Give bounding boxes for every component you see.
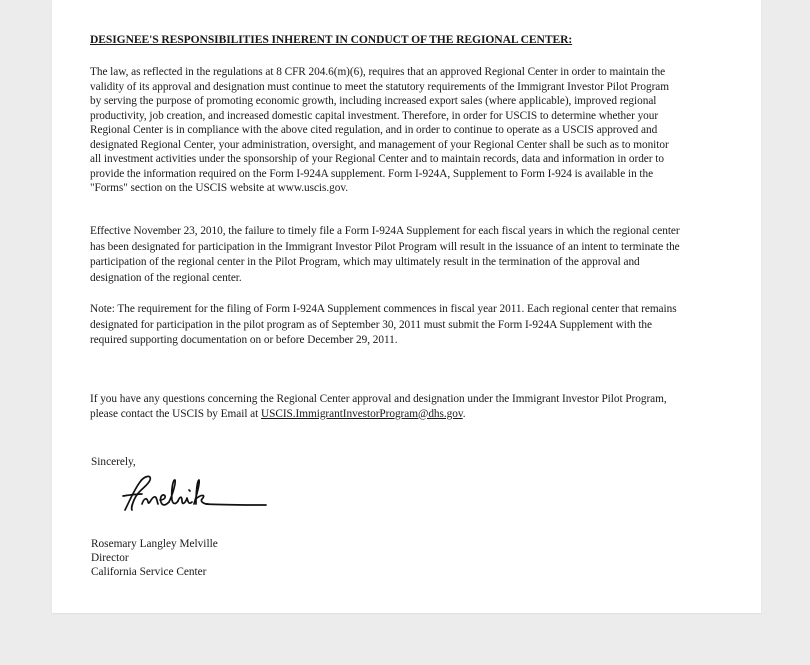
document-page	[52, 0, 761, 613]
paragraph-contact	[90, 392, 680, 421]
email-link[interactable]: USCIS.ImmigrantInvestorProgram@dhs.gov	[261, 407, 463, 420]
contact-text-end: .	[462, 407, 466, 420]
section-heading: DESIGNEE'S RESPONSIBILITIES INHERENT IN CONDUCT OF THE REGIONAL CENTER:	[90, 33, 573, 46]
signature-block	[91, 537, 218, 580]
closing-salutation: Sincerely,	[91, 456, 136, 468]
paragraph-regulation: The law, as reflected in the regulations at 8 CFR 204.6(m)(6), requires that an approved Regional Center in order to maintain the validity of its approval and designation must continue to meet the statutory requirements of the Immigrant Investor Pilot Program by serving the purpose of promoting economic growth, including increased export sales (where applicable), improved regional productivity, job creation, and increased domestic capital investment. Therefore, in order for USCIS to determine whether your Regional Center is in compliance with the above cited regulation, and in order to continue to operate as a USCIS approved and designated Regional Center, your administration, oversight, and management of your Regional Center shall be such as to monitor all investment activities under the sponsorship of your Regional Center and to maintain records, data and information in order to provide the information required on the Form I-924A supplement. Form I-924A, Supplement to Form I-924 is available in the "Forms" section on the USCIS website at www.uscis.gov.	[90, 66, 669, 194]
contact-text: If you have any questions concerning the Regional Center approval and designation under the Immigrant Investor Pilot Program, please contact the USCIS by Email at	[90, 393, 667, 420]
signatory-name: Rosemary Langley Melville	[91, 538, 218, 550]
handwritten-signature-icon	[120, 470, 270, 518]
signatory-title: Director	[91, 552, 129, 565]
paragraph-effective-date: Effective November 23, 2010, the failure to timely file a Form I-924A Supplement for each fiscal years in which the regional center has been designated for participation in the Immigrant Investor Pilot Program will result in the issuance of an intent to terminate the participation of the regional center in the Pilot Program, which may ultimately result in the termination of the approval and designation of the regional center.	[90, 225, 680, 284]
signatory-office: California Service Center	[91, 566, 207, 579]
paragraph-note: Note: The requirement for the filing of Form I-924A Supplement commences in fiscal year 2011. Each regional center that remains designated for participation in the pilot program as of September 30, 2011 must submit the Form I-924A Supplement with the required supporting documentation on or before December 29, 2011.	[90, 303, 677, 347]
